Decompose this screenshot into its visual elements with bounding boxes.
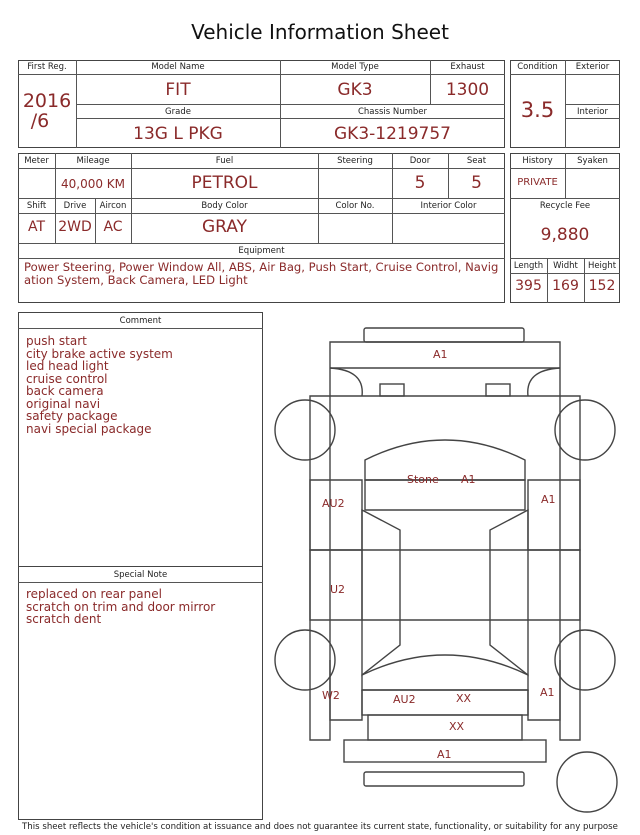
- meter-label: Meter: [24, 156, 49, 166]
- length-label: Length: [513, 261, 544, 271]
- aircon-value: AC: [103, 219, 123, 235]
- exhaust-label: Exhaust: [450, 62, 485, 72]
- mileage-label: Mileage: [76, 156, 110, 166]
- comment-item: city brake active system: [26, 346, 173, 361]
- comment-item: push start: [26, 334, 87, 348]
- page-title: Vehicle Information Sheet: [191, 20, 449, 44]
- first-reg-year: 2016: [22, 90, 72, 112]
- chassis-number-value: GK3-1219757: [334, 124, 451, 144]
- mark-left-front-door: AU2: [322, 497, 345, 510]
- grade-value: 13G L PKG: [133, 124, 223, 144]
- mark-right-front-door: A1: [541, 493, 556, 506]
- mark-hood-stone: Stone: [407, 473, 439, 486]
- history-label: History: [522, 156, 553, 166]
- mark-rear-left: AU2: [393, 693, 416, 706]
- mark-right-rear-fender: A1: [540, 686, 555, 699]
- body-color-label: Body Color: [201, 201, 248, 211]
- model-name-value: FIT: [165, 80, 191, 100]
- drive-label: Drive: [63, 201, 87, 211]
- seat-value: 5: [471, 173, 482, 193]
- comment-item: navi special package: [26, 421, 152, 436]
- equipment-value: Power Steering, Power Window All, ABS, Air Bag, Push Start, Cruise Control, Navigation System, Back Camera, LED Light: [24, 260, 499, 287]
- mark-rear-lower: XX: [449, 720, 465, 733]
- steering-label: Steering: [337, 156, 373, 166]
- color-no-label: Color No.: [335, 201, 375, 211]
- first-reg-label: First Reg.: [27, 62, 67, 72]
- model-type-value: GK3: [337, 80, 373, 100]
- comment-item: cruise control: [26, 371, 108, 386]
- special-note-item: scratch dent: [26, 612, 102, 626]
- body-color-value: GRAY: [202, 217, 247, 237]
- aircon-label: Aircon: [99, 201, 127, 211]
- width-label: Widht: [553, 261, 578, 271]
- width-value: 169: [552, 278, 579, 294]
- model-name-label: Model Name: [151, 62, 205, 72]
- mark-hood-a1: A1: [461, 473, 476, 486]
- height-label: Height: [587, 261, 617, 271]
- interior-label: Interior: [576, 107, 608, 117]
- comment-item: led head light: [26, 359, 109, 373]
- interior-color-label: Interior Color: [420, 201, 477, 211]
- fuel-value: PETROL: [191, 173, 258, 193]
- mileage-value: 40,000 KM: [60, 177, 126, 191]
- mark-left-rear-door: U2: [330, 583, 346, 596]
- special-note-item: replaced on rear panel: [26, 587, 162, 601]
- height-value: 152: [588, 278, 616, 294]
- comment-item: back camera: [26, 384, 104, 398]
- chassis-number-label: Chassis Number: [357, 107, 428, 117]
- seat-label: Seat: [466, 156, 487, 166]
- special-note-item: scratch on trim and door mirror: [26, 599, 216, 614]
- comment-list: [26, 335, 258, 435]
- condition-label: Condition: [517, 62, 558, 72]
- shift-value: AT: [27, 219, 46, 235]
- mark-rear-bumper: A1: [437, 748, 452, 761]
- equipment-label: Equipment: [238, 246, 285, 256]
- drive-value: 2WD: [58, 219, 92, 235]
- car-damage-diagram: [270, 320, 620, 820]
- door-value: 5: [414, 173, 426, 193]
- mark-rear-center: XX: [456, 692, 472, 705]
- footer-disclaimer: This sheet reflects the vehicle's condition at issuance and does not guarantee its current state, functionality, or suitability for any purpose: [22, 822, 618, 832]
- first-reg-month: /6: [30, 110, 50, 132]
- exhaust-value: 1300: [445, 80, 490, 100]
- shift-label: Shift: [26, 201, 47, 211]
- history-value: PRIVATE: [517, 177, 558, 188]
- mark-left-rear-fender: W2: [322, 689, 340, 702]
- door-label: Door: [409, 156, 431, 166]
- comment-item: safety package: [26, 409, 118, 423]
- fuel-label: Fuel: [215, 156, 234, 166]
- comment-label: Comment: [119, 316, 162, 326]
- model-type-label: Model Type: [331, 62, 379, 72]
- comment-item: original navi: [26, 396, 101, 411]
- special-note-list: [26, 588, 258, 626]
- grade-label: Grade: [165, 107, 191, 117]
- exterior-label: Exterior: [575, 62, 610, 72]
- length-value: 395: [515, 278, 542, 294]
- recycle-fee-label: Recycle Fee: [539, 201, 591, 211]
- special-note-label: Special Note: [113, 570, 168, 580]
- recycle-fee-value: 9,880: [540, 225, 590, 245]
- syaken-label: Syaken: [577, 156, 608, 166]
- mark-roof-front: A1: [433, 348, 448, 361]
- condition-value: 3.5: [520, 98, 555, 122]
